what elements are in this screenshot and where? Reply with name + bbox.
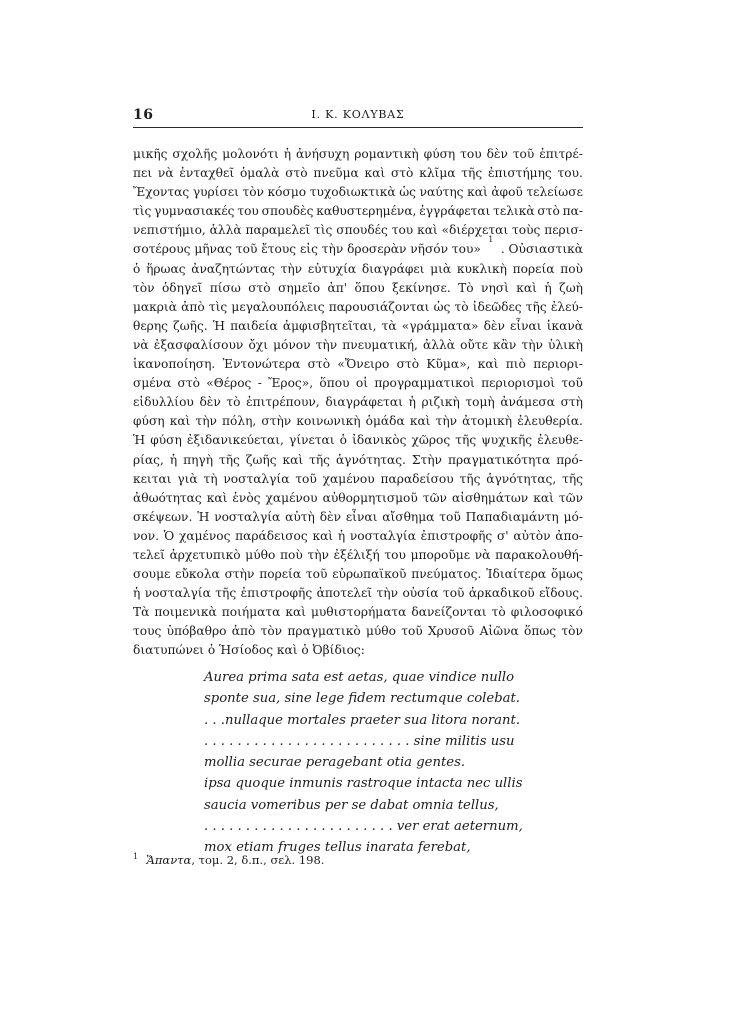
text-line: φύση καὶ τὴν πόλη, στὴν κοινωνικὴ ὁμάδα καὶ τὴν ἀτομικὴ ἐλευθερία. [133,414,583,429]
text-line: ἀθωότητας καὶ ἑνὸς χαμένου αὐθορμητισμοῦ τῶν αἰσθημάτων καὶ τῶν [133,490,583,505]
verse-line: ipsa quoque inmunis rastroque intacta nec ullis [204,776,523,792]
text-line: ὁ ἥρωας ἀναζητώντας τὴν εὐτυχία διαγράφει μιὰ κυκλικὴ πορεία ποὺ [133,261,583,276]
text-line: εἰδυλλίου δὲν τὸ ἐπιτρέπουν, διαγράφεται ἡ ριζικὴ τομὴ ἀνάμεσα στὴ [133,395,583,410]
verse-line: sponte sua, sine lege fidem rectumque colebat. [204,691,520,707]
verse-line: . . .nullaque mortales praeter sua litora norant. [204,712,521,728]
text-line-with-footnote-ref [133,235,583,259]
text-line: σμένα στὸ «Θέρος - Ἔρος», ὅπου οἱ προγραμματικοὶ περιορισμοὶ τοῦ [133,376,583,391]
latin-verse-quote [204,667,584,859]
text-line: τὸν ὁδηγεῖ πίσω στὸ σημεῖο ἀπ' ὅπου ξεκίνησε. Τὸ νησὶ καὶ ἡ ζωὴ [133,280,583,295]
verse-line: saucia vomeribus per se dabat omnia tellus, [204,797,499,813]
text-line: τους ὑπόβαθρο ἀπὸ τὸν πραγματικὸ μύθο τοῦ Χρυσοῦ Αἰῶνα ὅπως τὸν [133,624,583,639]
footnote-mark: 1 [133,852,139,861]
text-line: ρίας, ἡ πηγὴ τῆς ζωῆς καὶ τῆς ἁγνότητας. Στὴν πραγματικότητα πρό- [133,452,583,467]
text-line: ἱκανοποίηση. Ἐντονώτερα στὸ «Ὄνειρο στὸ Κῦμα», καὶ πιὸ περιορι- [133,357,583,372]
text-line: μικῆς σχολῆς μολονότι ἡ ἀνήσυχη ρομαντικὴ φύση του δὲν τοῦ ἐπιτρέ- [133,147,583,161]
text-line: τὶς γυμνασιακές του σπουδὲς καθυστερημένα, ἐγγράφεται τελικὰ στὸ πα- [133,204,583,219]
footnote [133,852,583,867]
text-line: Ἔχοντας γυρίσει τὸν κόσμο τυχοδιωκτικὰ ὡς ναύτης καὶ ἀφοῦ τελείωσε [133,185,583,200]
text-line: Ἡ φύση ἐξιδανικεύεται, γίνεται ὁ ἰδανικὸς χῶρος τῆς ψυχικῆς ἐλευθε- [133,433,583,448]
body-text [133,145,583,661]
footnote-reference[interactable]: 1 [488,235,494,245]
text-line: ἡ νοσταλγία τῆς ἐπιστροφῆς ἀποτελεῖ τὴν οὐσία τοῦ ἀρκαδικοῦ εἴδους. [133,586,583,601]
verse-line: . . . . . . . . . . . . . . . . . . . . . . . ver erat aeternum, [204,819,523,835]
text-line: μακριὰ ἀπὸ τὶς μεγαλουπόλεις παρουσιάζονται ὡς τὸ ἰδεῶδες τῆς ἐλεύ- [133,299,583,314]
text-line: θερης ζωῆς. Ἡ παιδεία ἀμφισβητεῖται, τὰ «γράμματα» δὲν εἶναι ἱκανὰ [133,318,583,333]
text-line: πει νὰ ἐνταχθεῖ ὁμαλὰ στὸ πνεῦμα καὶ στὸ κλῖμα τῆς ἐπιστήμης του. [133,166,583,181]
verse-line: Aurea prima sata est aetas, quae vindice nullo [204,670,515,685]
text-line-tail: . Οὐσιαστικὰ [500,242,583,257]
header-rule [133,127,583,128]
text-line: σκέψεων. Ἡ νοσταλγία αὐτὴ δὲν εἶναι αἴσθημα τοῦ Παπαδιαμάντη μό- [133,509,583,524]
text-line: σουμε εὔκολα στὴν πορεία τοῦ εὐρωπαϊκοῦ πνεύματος. Ἰδιαίτερα ὅμως [133,567,583,582]
text-line: νὰ ἐξασφαλίσουν ὄχι μόνον τὴν πνευματική, ἀλλὰ οὔτε κἂν τὴν ὑλικὴ [133,337,583,352]
text-line: κειται γιὰ τὴ νοσταλγία τοῦ χαμένου παραδείσου τῆς ἁγνότητας, τῆς [133,471,583,486]
text-line: τελεῖ ἀρχετυπικὸ μύθο ποὺ τὴν ἐξέλιξή του μποροῦμε νὰ παρακολουθή- [133,547,583,562]
text-line-head: σοτέρους μῆνας τοῦ ἔτους εἰς τὴν δροσερὰν νῆσόν του» [133,242,481,257]
verse-line: mox etiam fruges tellus inarata ferebat, [204,840,471,856]
footnote-title: Ἅπαντα [146,852,192,867]
text-line: νεπιστήμιο, ἀλλὰ παραμελεῖ τὶς σπουδές του καὶ «διέρχεται τοὺς περισ- [133,223,583,238]
text-line: διατυπώνει ὁ Ἡσίοδος καὶ ὁ Ὀβίδιος: [133,643,365,658]
text-line: Τὰ ποιμενικὰ ποιήματα καὶ μυθιστορήματα δανείζονται τὸ φιλοσοφικό [133,605,583,620]
text-line: νον. Ὁ χαμένος παράδεισος καὶ ἡ νοσταλγία ἐπιστροφῆς σ' αὐτὸν ἀπο- [133,528,583,543]
verse-line: mollia securae peragebant otia gentes. [204,755,466,771]
running-head: Ι. Κ. ΚΟΛΥΒΑΣ [311,108,405,121]
page-number: 16 [133,107,154,123]
verse-line: . . . . . . . . . . . . . . . . . . . . . . . . . sine militis usu [204,733,515,749]
page-header [133,107,583,127]
footnote-text: , τομ. 2, δ.π., σελ. 198. [191,852,325,867]
